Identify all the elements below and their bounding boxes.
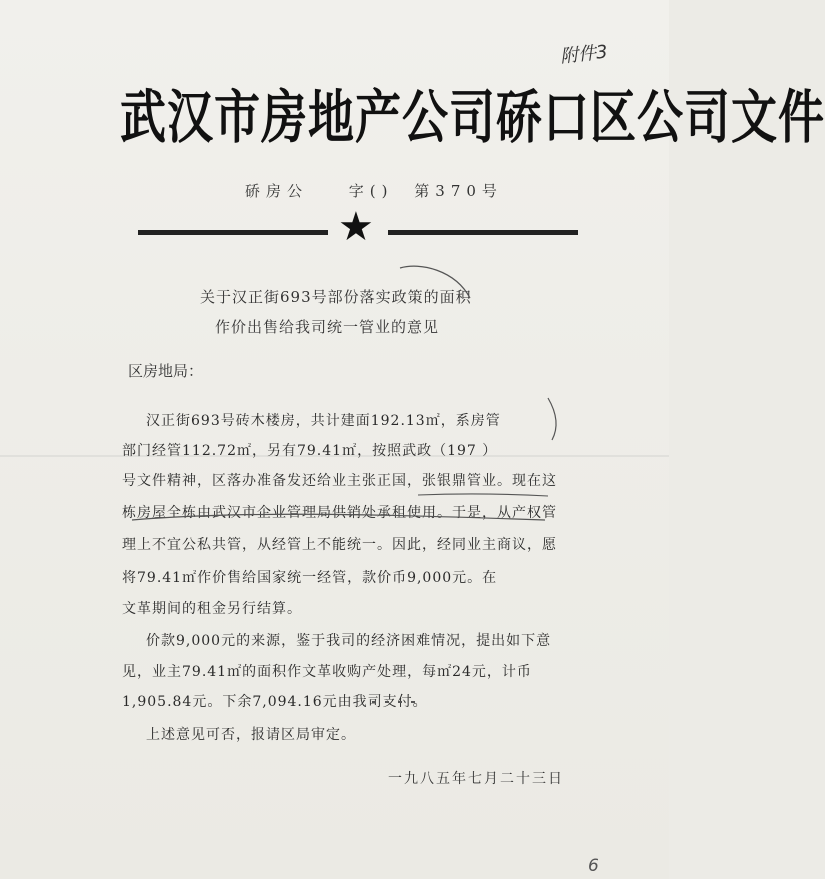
body-line: 栋房屋全栋由武汉市企业管理局供销处承租使用。于是，从产权管 [122, 505, 557, 521]
doc-number-prefix: 硚房公 [245, 182, 309, 200]
subject-line-1: 关于汉正街693号部份落实政策的面积 [200, 288, 472, 306]
pen-arc-subject [400, 266, 470, 298]
pen-curve-margin [548, 398, 556, 440]
doc-number-year: 字() [348, 182, 394, 200]
star-emblem-icon: ★ [338, 204, 374, 250]
pen-underline [132, 514, 545, 520]
body-line: 1,905.84元。下余7,094.16元由我司支付。 [122, 694, 428, 710]
doc-number-value: 第370号 [414, 182, 503, 200]
body-line: 价款9,000元的来源，鉴于我司的经济困难情况，提出如下意 [146, 633, 552, 649]
body-line: 号文件精神，区落办准备发还给业主张正国，张银鼎管业。现在这 [122, 473, 557, 489]
body-line: 部门经管112.72㎡，另有79.41㎡，按照武政（197 ） [122, 443, 498, 459]
body-line: 将79.41㎡作价售给国家统一经管，款价币9,000元。在 [122, 570, 498, 586]
document-date: 一九八五年七月二十三日 [388, 771, 564, 787]
body-line: 见，业主79.41㎡的面积作文革收购产处理，每㎡24元，计币 [122, 664, 532, 680]
body-line: 上述意见可否，报请区局审定。 [146, 727, 356, 743]
body-line: 汉正街693号砖木楼房，共计建面192.13㎡，系房管 [146, 413, 501, 429]
page-number: 6 [588, 856, 599, 876]
body-line: 理上不宜公私共管，从经管上不能统一。因此，经同业主商议，愿 [122, 537, 557, 553]
handwritten-annotation: 附件3 [559, 41, 609, 68]
addressee: 区房地局： [128, 362, 204, 380]
body-line: 文革期间的租金另行结算。 [122, 601, 302, 617]
letterhead-title: 武汉市房地产公司硚口区公司文件 [120, 83, 825, 151]
pen-underline-short [418, 494, 548, 496]
subject-line-2: 作价出售给我司统一管业的意见 [215, 318, 440, 336]
